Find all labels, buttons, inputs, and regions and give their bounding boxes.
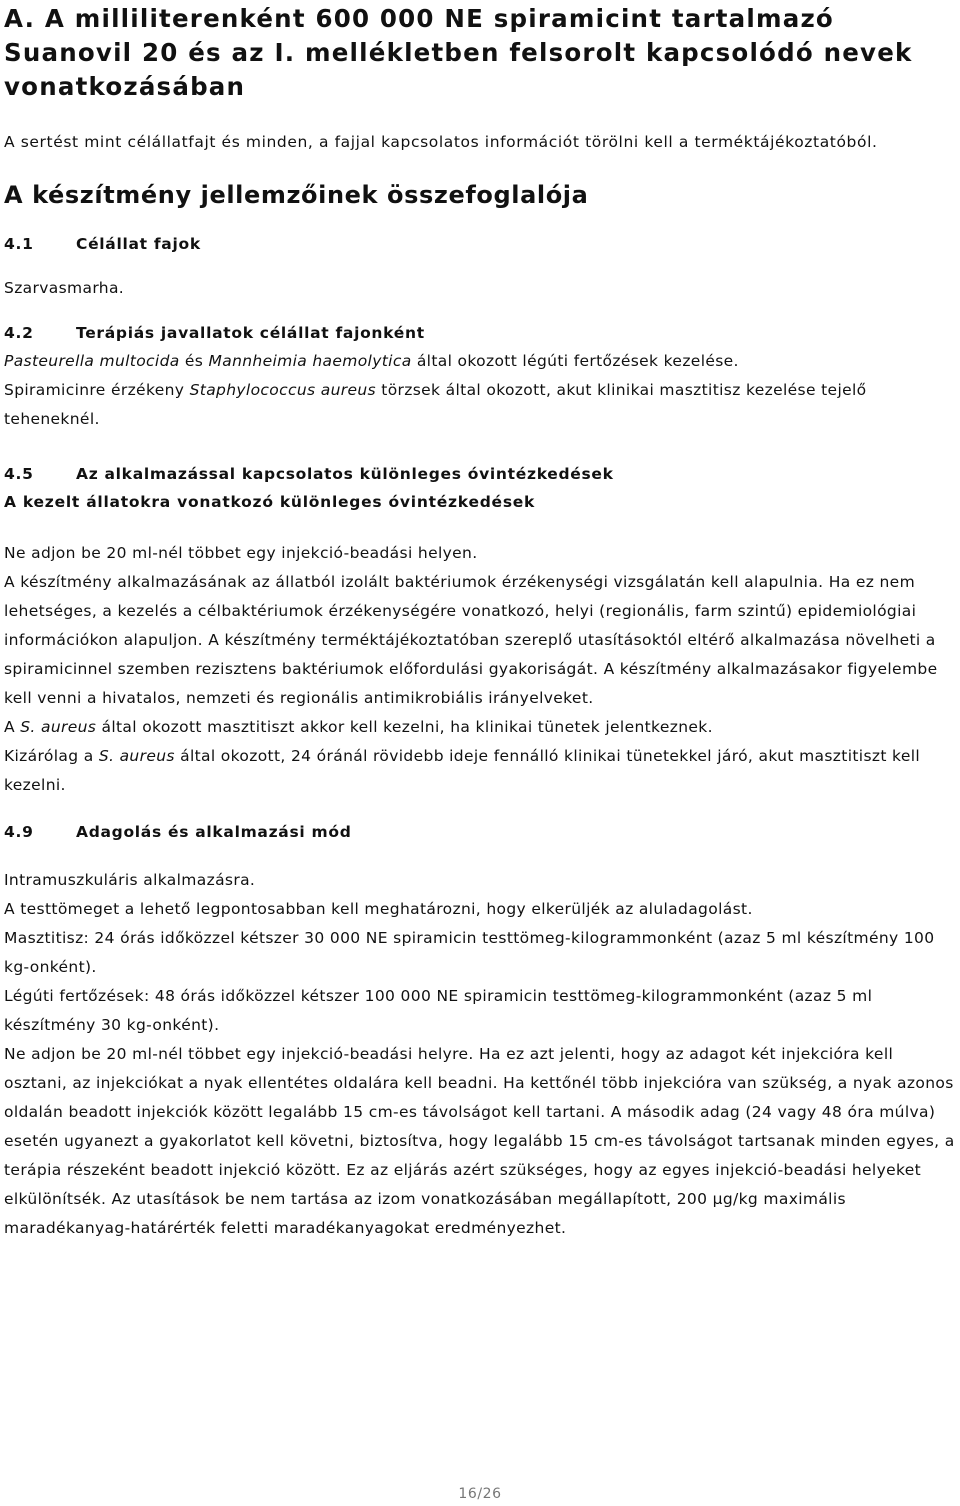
text-run: A	[4, 718, 21, 736]
document-page	[4, 0, 956, 1243]
section-4-5-paragraph-3	[4, 713, 956, 742]
text-run: törzsek által okozott, akut klinikai masztitisz kezelése tejelő teheneknél.	[4, 381, 867, 428]
section-number: 4.5	[4, 465, 34, 483]
section-4-2-paragraph-1	[4, 347, 956, 376]
section-title: Adagolás és alkalmazási mód	[76, 823, 352, 841]
section-4-9-paragraph-1: Intramuszkuláris alkalmazásra.	[4, 871, 256, 889]
section-4-9-paragraph-4: Légúti fertőzések: 48 órás időközzel kétszer 100 000 NE spiramicin testtömeg-kilogrammonként (azaz 5 ml készítmény 30 kg-onként).	[4, 987, 873, 1034]
text-run: Kizárólag a	[4, 747, 99, 765]
intro-paragraph: A sertést mint célállatfajt és minden, a fajjal kapcsolatos információt törölni kell a terméktájékoztatóból.	[4, 133, 878, 151]
section-4-5-paragraph-2: A készítmény alkalmazásának az állatból izolált baktériumok érzékenységi vizsgálatán kell alapulnia. Ha ez nem lehetséges, a kezelés a célbaktériumok érzékenységére vonatkozó, helyi (regionális, farm szintű) epidemiológiai információkon alapuljon. A készítmény terméktájékoztatóban szereplő utasításoktól eltérő alkalmazása növelheti a spiramicinnel szemben rezisztens baktériumok előfordulási gyakoriságát. A készítmény alkalmazásakor figyelembe kell venni a hivatalos, nemzeti és regionális antimikrobiális irányelveket.	[4, 573, 938, 707]
section-4-9-paragraph-3: Masztitisz: 24 órás időközzel kétszer 30 000 NE spiramicin testtömeg-kilogrammonként (azaz 5 ml készítmény 100 kg-onként).	[4, 929, 935, 976]
text-run: és	[179, 352, 209, 370]
document-title: A. A milliliterenként 600 000 NE spiramicint tartalmazó Suanovil 20 és az I. mellékletben felsorolt kapcsolódó nevek vonatkozásában	[4, 4, 913, 101]
section-title: Terápiás javallatok célállat fajonként	[76, 324, 425, 342]
text-run: Spiramicinre érzékeny	[4, 381, 190, 399]
section-4-5-heading	[4, 460, 956, 488]
organism-name: Staphylococcus aureus	[189, 381, 376, 399]
organism-name: S. aureus	[98, 747, 175, 765]
section-title: Célállat fajok	[76, 235, 201, 253]
text-run: által okozott masztitiszt akkor kell kezelni, ha klinikai tünetek jelentkeznek.	[96, 718, 713, 736]
section-4-5-paragraph-4	[4, 742, 956, 800]
text-run: által okozott, 24 óránál rövidebb ideje fennálló klinikai tünetekkel járó, akut masztitiszt kell kezelni.	[4, 747, 921, 794]
section-4-1-text: Szarvasmarha.	[4, 279, 125, 297]
section-4-9-paragraph-2: A testtömeget a lehető legpontosabban kell meghatározni, hogy elkerüljék az aluladagolást.	[4, 900, 753, 918]
page-number: 16/26	[458, 1486, 502, 1502]
organism-name: Mannheimia haemolytica	[208, 352, 412, 370]
organism-name: S. aureus	[20, 718, 97, 736]
section-4-9-paragraph-5: Ne adjon be 20 ml-nél többet egy injekció-beadási helyre. Ha ez azt jelenti, hogy az adagot két injekcióra kell osztani, az injekciókat a nyak ellentétes oldalára kell beadni. Ha kettőnél több injekcióra van szükség, a nyak azonos oldalán beadott injekciók között legalább 15 cm-es távolságot kell tartani. A második adag (24 vagy 48 óra múlva) esetén ugyanezt a gyakorlatot kell követni, biztosítva, hogy legalább 15 cm-es távolságot tartsanak minden egyes, a terápia részeként beadott injekció között. Ez az eljárás azért szükséges, hogy az egyes injekció-beadási helyeket elkülönítsék. Az utasítások be nem tartása az izom vonatkozásában megállapított, 200 µg/kg maximális maradékanyag-határérték feletti maradékanyagokat eredményezhet.	[4, 1045, 955, 1237]
summary-heading: A készítmény jellemzőinek összefoglalója	[4, 181, 589, 209]
section-number: 4.2	[4, 324, 34, 342]
section-number: 4.9	[4, 823, 34, 841]
section-4-1-heading	[4, 230, 956, 258]
organism-name: Pasteurella multocida	[4, 352, 180, 370]
section-number: 4.1	[4, 235, 34, 253]
section-4-2-paragraph-2	[4, 376, 956, 434]
text-run: által okozott légúti fertőzések kezelése.	[411, 352, 739, 370]
section-4-5-subheading: A kezelt állatokra vonatkozó különleges óvintézkedések	[4, 493, 536, 511]
section-4-9-heading	[4, 818, 956, 846]
section-4-5-paragraph-1: Ne adjon be 20 ml-nél többet egy injekció-beadási helyen.	[4, 544, 478, 562]
section-title: Az alkalmazással kapcsolatos különleges óvintézkedések	[76, 465, 614, 483]
section-4-2-heading	[4, 319, 956, 347]
